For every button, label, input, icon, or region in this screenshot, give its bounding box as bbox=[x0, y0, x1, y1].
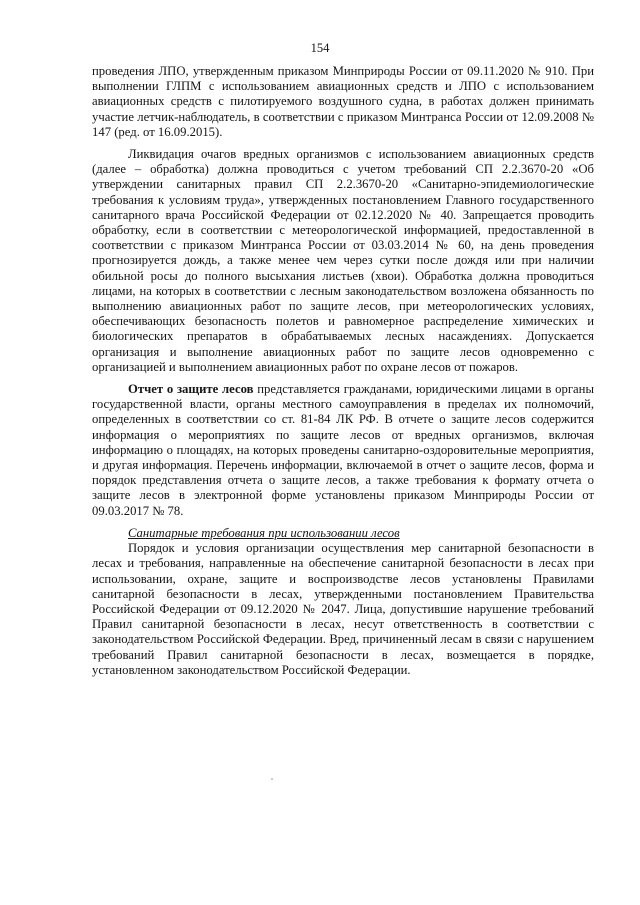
paragraph-forest-protection-report bbox=[92, 382, 594, 519]
scan-speck bbox=[271, 778, 273, 780]
report-text: представляется гражданами, юридическими лицами в органы государственной власти, органы местного самоуправления в пределах их полномочий, определенных в соответствии со ст. 81-84 ЛК РФ. В отчете о защите лесов содержится информация о мероприятиях по защите лесов от вредных организмов, включая информацию о площадях, на которых проведены санитарно-оздоровительные мероприятия, и другая информация. Перечень информации, включаемой в отчет о защите лесов, форма и порядок представления отчета о защите лесов, а также требования к формату отчета о защите лесов в электронной форме установлены приказом Минприроды России от 09.03.2017 № 78. bbox=[92, 382, 594, 518]
paragraph-continuation: проведения ЛПО, утвержденным приказом Минприроды России от 09.11.2020 № 910. При выполнении ГЛПМ с использованием авиационных средств и ЛПО с использованием авиационных средств с пилотируемого воздушного судна, в работах должен принимать участие летчик-наблюдатель, в соответствии с приказом Минтранса России от 12.09.2008 № 147 (ред. от 16.09.2015). bbox=[92, 64, 594, 139]
paragraph-aerial-treatment: Ликвидация очагов вредных организмов с использованием авиационных средств (далее – обработка) должна проводиться с учетом требований СП 2.2.3670-20 «Об утверждении санитарных правил СП 2.2.3670-20 «Санитарно-эпидемиологические требования к условиям труда», утвержденных постановлением Главного государственного санитарного врача Российской Федерации от 02.12.2020 № 40. Запрещается проводить обработку, если в соответствии с метеорологической информацией, предоставленной в соответствии с приказом Минтранса России от 03.03.2014 № 60, на день проведения прогнозируется дождь, а также менее чем через сутки после дождя или при наличии обильной росы до полного высыхания листьев (хвои). Обработка должна проводиться лицами, на которых в соответствии с лесным законодательством возложена обязанность по выполнению авиационных работ по защите лесов, при метеорологических условиях, обеспечивающих безопасность полетов и равномерное распределение химических и биологических препаратов в обрабатываемых лесных насаждениях. Допускается организация и выполнение авиационных работ по защите лесов одновременно с организацией и выполнением авиационных работ по охране лесов от пожаров. bbox=[92, 147, 594, 374]
section-subheading: Санитарные требования при использовании лесов bbox=[128, 525, 400, 540]
paragraph-sanitary-requirements: Порядок и условия организации осуществления мер санитарной безопасности в лесах и требования, направленные на обеспечение санитарной безопасности в лесах при использовании, охране, защите и воспроизводстве лесов установлены Правилами санитарной безопасности в лесах, утвержденными постановлением Правительства Российской Федерации от 09.12.2020 № 2047. Лица, допустившие нарушение требований Правил санитарной безопасности в лесах, несут ответственность в соответствии с законодательством Российской Федерации. Вред, причиненный лесам в связи с нарушением требований Правил санитарной безопасности в лесах, возмещается в порядке, установленном законодательством Российской Федерации. bbox=[92, 541, 594, 677]
report-term: Отчет о защите лесов bbox=[128, 382, 254, 397]
page-number: 154 bbox=[310, 41, 330, 55]
document-body bbox=[92, 64, 594, 678]
